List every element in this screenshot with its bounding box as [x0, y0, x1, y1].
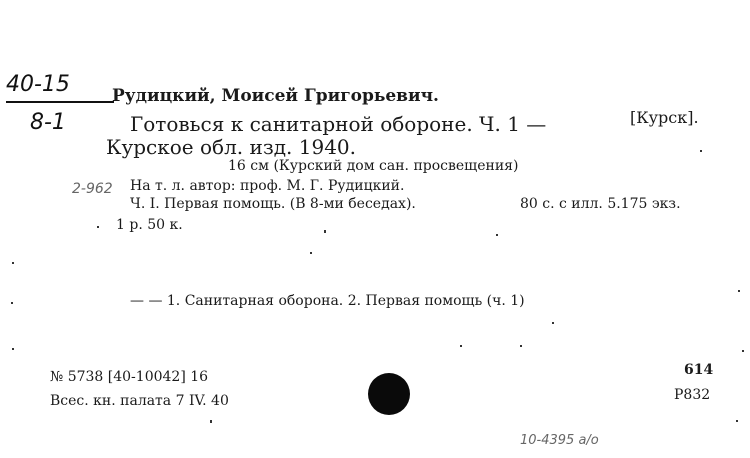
class-code: 614: [684, 362, 714, 378]
call-number-underline: [6, 101, 114, 103]
author-sign: Р832: [674, 387, 711, 403]
speck: [12, 262, 14, 264]
speck: [736, 420, 738, 422]
speck: [210, 420, 212, 423]
handwritten-bottom-note: 10-4395 а/о: [520, 433, 599, 448]
author-heading: Рудицкий, Моисей Григорьевич.: [112, 86, 439, 106]
publisher-line: Курское обл. изд. 1940.: [106, 135, 357, 159]
author-note: На т. л. автор: проф. М. Г. Рудицкий.: [130, 178, 405, 194]
record-number: № 5738 [40-10042] 16: [50, 369, 209, 385]
place-bracket: [Курск].: [630, 108, 699, 127]
speck: [552, 322, 554, 324]
punch-hole: [368, 373, 410, 415]
speck: [520, 345, 522, 347]
speck: [700, 150, 702, 152]
physical-description: 16 см (Курский дом сан. просвещения): [228, 158, 519, 174]
pages-edition: 80 с. с илл. 5.175 экз.: [520, 196, 681, 212]
side-mark: 2-962: [72, 181, 113, 197]
speck: [742, 350, 744, 352]
call-number-bottom: 8-1: [30, 110, 66, 135]
book-chamber-date: Всес. кн. палата 7 IV. 40: [50, 393, 229, 409]
subject-tracings: — — 1. Санитарная оборона. 2. Первая помощь (ч. 1): [130, 293, 525, 309]
speck: [310, 252, 312, 254]
speck: [12, 348, 14, 350]
contents-note: Ч. I. Первая помощь. (В 8-ми беседах).: [130, 196, 416, 212]
speck: [324, 230, 326, 233]
speck: [738, 290, 740, 292]
speck: [460, 345, 462, 347]
speck: [97, 226, 99, 228]
speck: [11, 302, 13, 304]
speck: [496, 234, 498, 236]
title-line: Готовься к санитарной обороне. Ч. 1 —: [130, 112, 547, 136]
call-number-top: 40-15: [6, 72, 70, 97]
price: 1 р. 50 к.: [116, 217, 183, 233]
